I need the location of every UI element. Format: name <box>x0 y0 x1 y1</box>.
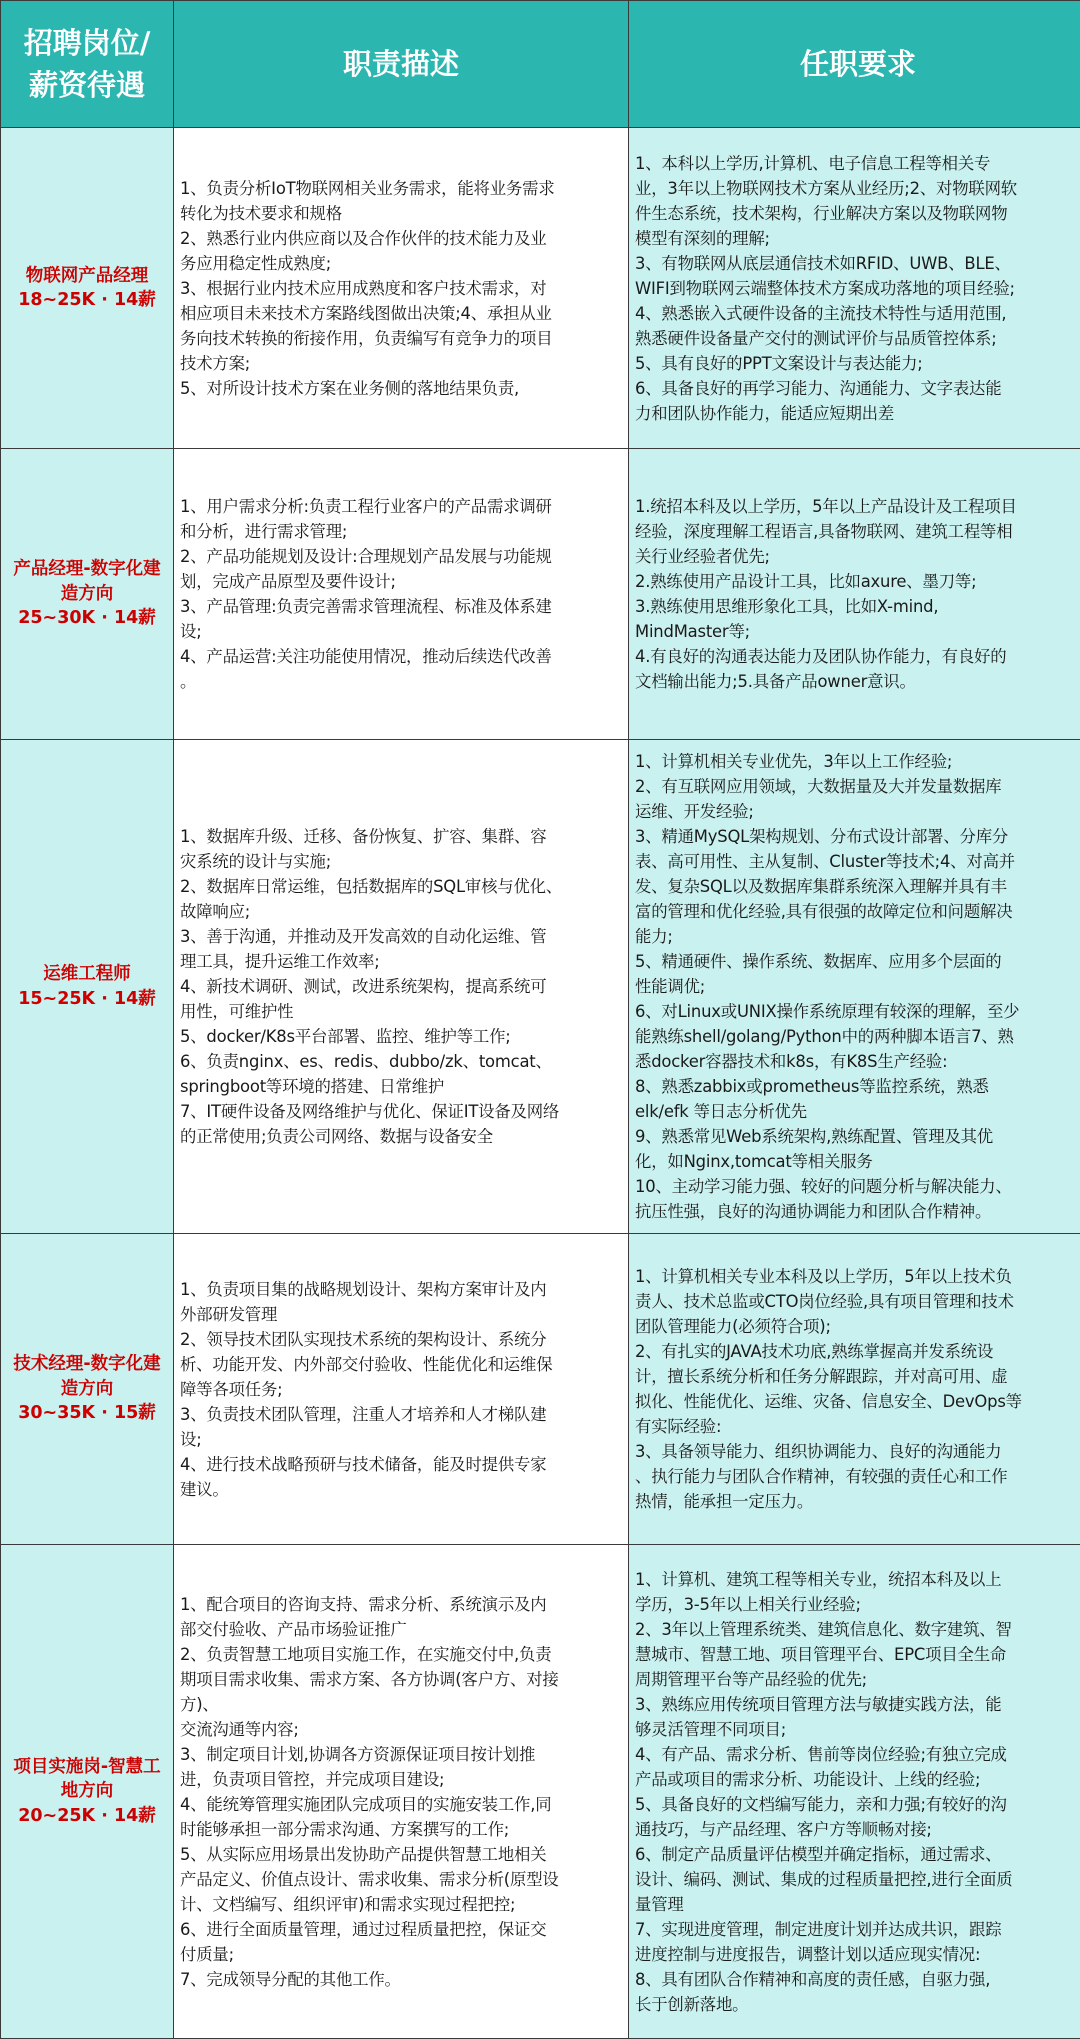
requirement-line: 6、制定产品质量评估模型并确定指标，通过需求、 <box>635 1842 1080 1867</box>
requirement-line: 2、有互联网应用领域，大数据量及大并发量数据库 <box>635 774 1080 799</box>
requirement-line: 够灵活管理不同项目; <box>635 1717 1080 1742</box>
duty-line: 理工具，提升运维工作效率; <box>180 949 622 974</box>
duty-line: 2、熟悉行业内供应商以及合作伙伴的技术能力及业 <box>180 226 622 251</box>
duty-line: 和分析，进行需求管理; <box>180 519 622 544</box>
requirement-line: MindMaster等; <box>635 619 1080 644</box>
duty-line: 设; <box>180 619 622 644</box>
requirement-line: 责人、技术总监或CTO岗位经验,具有项目管理和技术 <box>635 1289 1080 1314</box>
position-cell <box>1 1545 174 2039</box>
duty-line: 转化为技术要求和规格 <box>180 201 622 226</box>
duty-line: 4、产品运营:关注功能使用情况，推动后续迭代改善 <box>180 644 622 669</box>
duty-line: 建议。 <box>180 1477 622 1502</box>
duty-line: 故障响应; <box>180 899 622 924</box>
duty-line: 5、对所设计技术方案在业务侧的落地结果负责, <box>180 376 622 401</box>
duty-line: 4、进行技术战略预研与技术储备，能及时提供专家 <box>180 1452 622 1477</box>
requirement-line: 慧城市、智慧工地、项目管理平台、EPC项目全生命 <box>635 1642 1080 1667</box>
requirement-line: 周期管理平台等产品经验的优先; <box>635 1667 1080 1692</box>
header-position-salary <box>1 1 174 128</box>
requirement-line: 1.统招本科及以上学历，5年以上产品设计及工程项目 <box>635 494 1080 519</box>
requirement-line: 经验，深度理解工程语言,具备物联网、建筑工程等相 <box>635 519 1080 544</box>
duty-line: 计、文档编写、组织评审)和需求实现过程把控; <box>180 1892 622 1917</box>
job-row-ops-engineer <box>1 740 1080 1234</box>
requirement-line: 关行业经验者优先; <box>635 544 1080 569</box>
requirement-line: WIFI到物联网云端整体技术方案成功落地的项目经验; <box>635 276 1080 301</box>
duty-line: 2、领导技术团队实现技术系统的架构设计、系统分 <box>180 1327 622 1352</box>
duty-line: springboot等环境的搭建、日常维护 <box>180 1074 622 1099</box>
salary-range: 30~35K · 15薪 <box>9 1401 165 1426</box>
duty-line: 的正常使用;负责公司网络、数据与设备安全 <box>180 1124 622 1149</box>
requirement-line: 2、有扎实的JAVA技术功底,熟练掌握高并发系统设 <box>635 1339 1080 1364</box>
position-cell <box>1 1234 174 1545</box>
position-title: 物联网产品经理 <box>9 264 165 289</box>
duty-line: 付质量; <box>180 1942 622 1967</box>
requirements-cell <box>629 1234 1080 1545</box>
requirement-line: 3、熟练应用传统项目管理方法与敏捷实践方法，能 <box>635 1692 1080 1717</box>
header-position-line2: 薪资待遇 <box>2 64 172 106</box>
duty-line: 4、能统筹管理实施团队完成项目的实施安装工作,同 <box>180 1792 622 1817</box>
job-row-tech-manager <box>1 1234 1080 1545</box>
requirement-line: 富的管理和优化经验,具有很强的故障定位和问题解决 <box>635 899 1080 924</box>
job-row-implementation <box>1 1545 1080 2039</box>
salary-range: 25~30K · 14薪 <box>9 606 165 631</box>
requirement-line: 7、实现进度管理，制定进度计划并达成共识，跟踪 <box>635 1917 1080 1942</box>
requirement-line: 4.有良好的沟通表达能力及团队协作能力，有良好的 <box>635 644 1080 669</box>
duty-line: 3、产品管理:负责完善需求管理流程、标准及体系建 <box>180 594 622 619</box>
requirement-line: 抗压性强，良好的沟通协调能力和团队合作精神。 <box>635 1199 1080 1224</box>
requirement-line: 通技巧，与产品经理、客户方等顺畅对接; <box>635 1817 1080 1842</box>
requirements-cell <box>629 128 1080 449</box>
requirement-line: 设计、编码、测试、集成的过程质量把控,进行全面质 <box>635 1867 1080 1892</box>
requirement-line: 件生态系统，技术架构，行业解决方案以及物联网物 <box>635 201 1080 226</box>
duty-line: 2、数据库日常运维，包括数据库的SQL审核与优化、 <box>180 874 622 899</box>
job-row-product-manager <box>1 449 1080 740</box>
duty-line: 3、制定项目计划,协调各方资源保证项目按计划推 <box>180 1742 622 1767</box>
duty-line: 务应用稳定性成熟度; <box>180 251 622 276</box>
requirement-line: 运维、开发经验; <box>635 799 1080 824</box>
duty-line: 1、数据库升级、迁移、备份恢复、扩容、集群、容 <box>180 824 622 849</box>
requirement-line: 1、计算机相关专业本科及以上学历，5年以上技术负 <box>635 1264 1080 1289</box>
duties-cell <box>174 449 629 740</box>
requirement-line: 3、具备领导能力、组织协调能力、良好的沟通能力 <box>635 1439 1080 1464</box>
duty-line: 4、新技术调研、测试，改进系统架构，提高系统可 <box>180 974 622 999</box>
duties-cell <box>174 1545 629 2039</box>
header-duties: 职责描述 <box>174 1 629 128</box>
requirement-line: 6、具备良好的再学习能力、沟通能力、文字表达能 <box>635 376 1080 401</box>
duty-line: 2、产品功能规划及设计:合理规划产品发展与功能规 <box>180 544 622 569</box>
requirement-line: 性能调优; <box>635 974 1080 999</box>
duty-line: 设; <box>180 1427 622 1452</box>
requirement-line: 、执行能力与团队合作精神，有较强的责任心和工作 <box>635 1464 1080 1489</box>
requirement-line: 6、对Linux或UNIX操作系统原理有较深的理解，至少 <box>635 999 1080 1024</box>
requirement-line: elk/efk 等日志分析优先 <box>635 1099 1080 1124</box>
requirements-cell <box>629 740 1080 1234</box>
duty-line: 方)、 <box>180 1692 622 1717</box>
job-row-iot-pm <box>1 128 1080 449</box>
duty-line: 用性，可维护性 <box>180 999 622 1024</box>
requirement-line: 5、精通硬件、操作系统、数据库、应用多个层面的 <box>635 949 1080 974</box>
requirement-line: 学历，3-5年以上相关行业经验; <box>635 1592 1080 1617</box>
duty-line: 3、负责技术团队管理，注重人才培养和人才梯队建 <box>180 1402 622 1427</box>
requirement-line: 发、复杂SQL以及数据库集群系统深入理解并具有丰 <box>635 874 1080 899</box>
requirement-line: 产品或项目的需求分析、功能设计、上线的经验; <box>635 1767 1080 1792</box>
position-cell <box>1 449 174 740</box>
salary-range: 18~25K · 14薪 <box>9 288 165 313</box>
requirements-cell <box>629 1545 1080 2039</box>
duty-line: 1、配合项目的咨询支持、需求分析、系统演示及内 <box>180 1592 622 1617</box>
requirement-line: 5、具备良好的文档编写能力，亲和力强;有较好的沟 <box>635 1792 1080 1817</box>
requirement-line: 2.熟练使用产品设计工具，比如axure、墨刀等; <box>635 569 1080 594</box>
duty-line: 外部研发管理 <box>180 1302 622 1327</box>
requirement-line: 8、具有团队合作精神和高度的责任感，自驱力强, <box>635 1967 1080 1992</box>
duties-cell <box>174 740 629 1234</box>
duty-line: 3、善于沟通，并推动及开发高效的自动化运维、管 <box>180 924 622 949</box>
position-cell <box>1 128 174 449</box>
requirement-line: 1、本科以上学历,计算机、电子信息工程等相关专 <box>635 151 1080 176</box>
position-title: 技术经理-数字化建造方向 <box>9 1352 165 1401</box>
requirement-line: 1、计算机、建筑工程等相关专业，统招本科及以上 <box>635 1567 1080 1592</box>
header-row <box>1 1 1080 128</box>
duty-line: 1、负责分析IoT物联网相关业务需求，能将业务需求 <box>180 176 622 201</box>
duty-line: 6、进行全面质量管理，通过过程质量把控，保证交 <box>180 1917 622 1942</box>
position-title: 产品经理-数字化建造方向 <box>9 557 165 606</box>
requirement-line: 3.熟练使用思维形象化工具，比如X-mind, <box>635 594 1080 619</box>
requirement-line: 10、主动学习能力强、较好的问题分析与解决能力、 <box>635 1174 1080 1199</box>
requirement-line: 长于创新落地。 <box>635 1992 1080 2017</box>
position-title: 运维工程师 <box>9 962 165 987</box>
requirement-line: 1、计算机相关专业优先，3年以上工作经验; <box>635 749 1080 774</box>
duty-line: 1、用户需求分析:负责工程行业客户的产品需求调研 <box>180 494 622 519</box>
duty-line: 产品定义、价值点设计、需求收集、需求分析(原型设 <box>180 1867 622 1892</box>
requirement-line: 进度控制与进度报告，调整计划以适应现实情况: <box>635 1942 1080 1967</box>
duty-line: 7、完成领导分配的其他工作。 <box>180 1967 622 1992</box>
duty-line: 7、IT硬件设备及网络维护与优化、保证IT设备及网络 <box>180 1099 622 1124</box>
duty-line: 交流沟通等内容; <box>180 1717 622 1742</box>
requirement-line: 8、熟悉zabbix或prometheus等监控系统，熟悉 <box>635 1074 1080 1099</box>
requirement-line: 4、熟悉嵌入式硬件设备的主流技术特性与适用范围, <box>635 301 1080 326</box>
duty-line: 6、负责nginx、es、redis、dubbo/zk、tomcat、 <box>180 1049 622 1074</box>
duty-line: 。 <box>180 669 622 694</box>
duty-line: 时能够承担一部分需求沟通、方案撰写的工作; <box>180 1817 622 1842</box>
requirement-line: 熟悉硬件设备量产交付的测试评价与品质管控体系; <box>635 326 1080 351</box>
requirement-line: 力和团队协作能力，能适应短期出差 <box>635 401 1080 426</box>
requirement-line: 3、有物联网从底层通信技术如RFID、UWB、BLE、 <box>635 251 1080 276</box>
duty-line: 灾系统的设计与实施; <box>180 849 622 874</box>
duty-line: 2、负责智慧工地项目实施工作，在实施交付中,负责 <box>180 1642 622 1667</box>
duties-cell <box>174 1234 629 1545</box>
requirement-line: 2、3年以上管理系统类、建筑信息化、数字建筑、智 <box>635 1617 1080 1642</box>
requirement-line: 模型有深刻的理解; <box>635 226 1080 251</box>
duty-line: 3、根据行业内技术应用成熟度和客户技术需求，对 <box>180 276 622 301</box>
requirement-line: 9、熟悉常见Web系统架构,熟练配置、管理及其优 <box>635 1124 1080 1149</box>
requirement-line: 量管理 <box>635 1892 1080 1917</box>
duty-line: 务向技术转换的衔接作用，负责编写有竞争力的项目 <box>180 326 622 351</box>
requirement-line: 业，3年以上物联网技术方案从业经历;2、对物联网软 <box>635 176 1080 201</box>
header-position-line1: 招聘岗位/ <box>2 22 172 64</box>
requirement-line: 悉docker容器技术和k8s，有K8S生产经验: <box>635 1049 1080 1074</box>
duties-cell <box>174 128 629 449</box>
header-requirements: 任职要求 <box>629 1 1080 128</box>
requirement-line: 5、具有良好的PPT文案设计与表达能力; <box>635 351 1080 376</box>
requirement-line: 3、精通MySQL架构规划、分布式设计部署、分库分 <box>635 824 1080 849</box>
requirement-line: 拟化、性能优化、运维、灾备、信息安全、DevOps等 <box>635 1389 1080 1414</box>
duty-line: 障等各项任务; <box>180 1377 622 1402</box>
duty-line: 进，负责项目管控，并完成项目建设; <box>180 1767 622 1792</box>
requirement-line: 能力; <box>635 924 1080 949</box>
position-title: 项目实施岗-智慧工地方向 <box>9 1755 165 1804</box>
requirement-line: 计，擅长系统分析和任务分解跟踪，并对高可用、虚 <box>635 1364 1080 1389</box>
requirement-line: 能熟练shell/golang/Python中的两种脚本语言7、熟 <box>635 1024 1080 1049</box>
duty-line: 部交付验收、产品市场验证推广 <box>180 1617 622 1642</box>
duty-line: 技术方案; <box>180 351 622 376</box>
duty-line: 1、负责项目集的战略规划设计、架构方案审计及内 <box>180 1277 622 1302</box>
requirement-line: 团队管理能力(必须符合项); <box>635 1314 1080 1339</box>
duty-line: 划，完成产品原型及要件设计; <box>180 569 622 594</box>
requirement-line: 热情，能承担一定压力。 <box>635 1489 1080 1514</box>
duty-line: 5、docker/K8s平台部署、监控、维护等工作; <box>180 1024 622 1049</box>
salary-range: 20~25K · 14薪 <box>9 1804 165 1829</box>
requirement-line: 4、有产品、需求分析、售前等岗位经验;有独立完成 <box>635 1742 1080 1767</box>
requirements-cell <box>629 449 1080 740</box>
duty-line: 5、从实际应用场景出发协助产品提供智慧工地相关 <box>180 1842 622 1867</box>
position-cell <box>1 740 174 1234</box>
requirement-line: 有实际经验: <box>635 1414 1080 1439</box>
requirement-line: 文档输出能力;5.具备产品owner意识。 <box>635 669 1080 694</box>
salary-range: 15~25K · 14薪 <box>9 987 165 1012</box>
duty-line: 相应项目未来技术方案路线图做出决策;4、承担从业 <box>180 301 622 326</box>
requirement-line: 表、高可用性、主从复制、Cluster等技术;4、对高并 <box>635 849 1080 874</box>
requirement-line: 化，如Nginx,tomcat等相关服务 <box>635 1149 1080 1174</box>
duty-line: 期项目需求收集、需求方案、各方协调(客户方、对接 <box>180 1667 622 1692</box>
duty-line: 析、功能开发、内外部交付验收、性能优化和运维保 <box>180 1352 622 1377</box>
